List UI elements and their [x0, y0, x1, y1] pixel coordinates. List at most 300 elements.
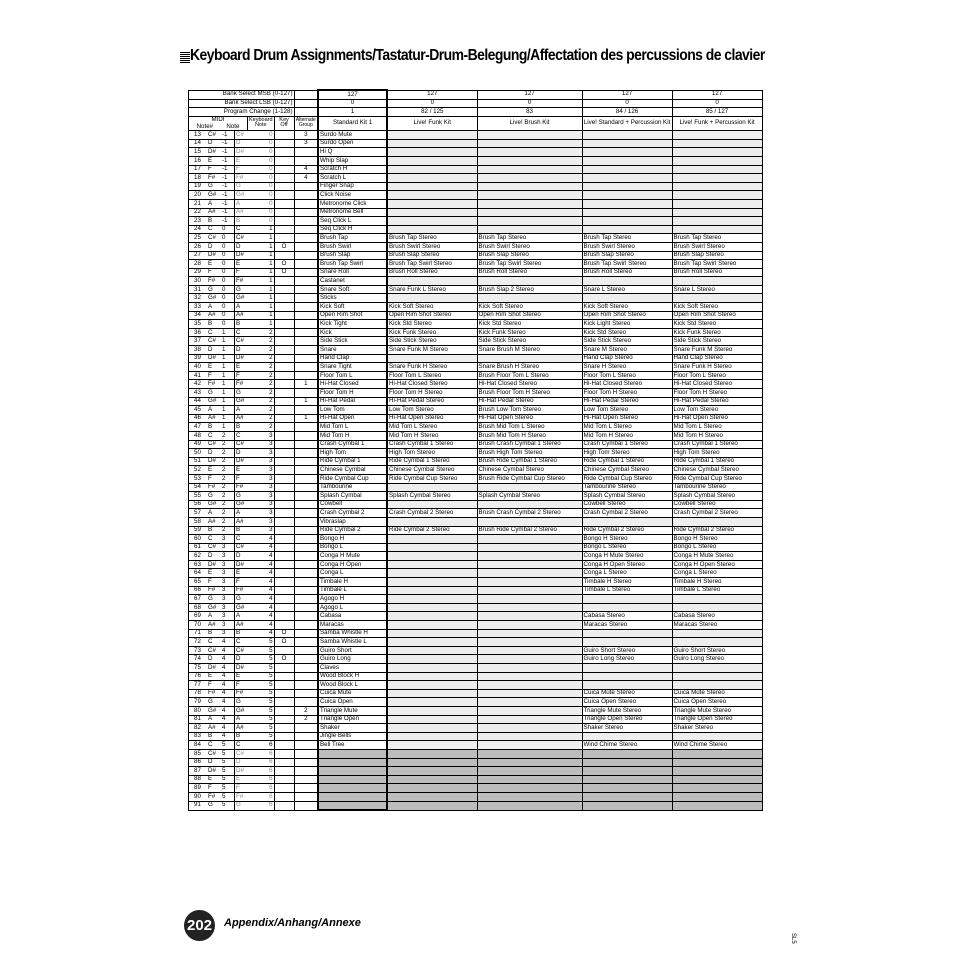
alternate-group-cell — [294, 500, 318, 509]
funk-perc-kit-cell: Bongo H Stereo — [672, 535, 762, 544]
table-row — [189, 242, 763, 251]
table-row — [189, 440, 763, 449]
keyboard-note-name-cell: G — [235, 801, 248, 810]
standard-kit-cell: Ride Cymbal 1 — [318, 457, 387, 466]
funk-perc-kit-cell: Kick Soft Stereo — [672, 303, 762, 312]
table-row — [189, 139, 763, 148]
keyboard-note-octave-cell: 5 — [248, 715, 275, 724]
keyboard-note-octave-cell: 2 — [248, 423, 275, 432]
note-name-cell: F# — [207, 380, 221, 389]
program-change-value: 82 / 125 — [387, 108, 477, 117]
funk-kit-cell — [387, 182, 477, 191]
funk-perc-kit-cell — [672, 595, 762, 604]
standard-kit-cell: Finger Snap — [318, 182, 387, 191]
note-octave-cell: 2 — [221, 517, 235, 526]
funk-perc-kit-cell — [672, 784, 762, 793]
note-name-cell: A — [207, 612, 221, 621]
alternate-group-cell — [294, 251, 318, 260]
standard-kit-cell: Conga L — [318, 569, 387, 578]
brush-kit-cell: Brush Slap 2 Stereo — [477, 285, 582, 294]
standard-kit-cell: Cuica Open — [318, 698, 387, 707]
standard-kit-cell: Shaker — [318, 724, 387, 733]
standard-perc-kit-cell: High Tom Stereo — [582, 449, 672, 458]
table-row — [189, 165, 763, 174]
standard-perc-kit-cell: Hi-Hat Pedal Stereo — [582, 397, 672, 406]
note-number-cell: 32 — [189, 294, 207, 303]
table-row — [189, 603, 763, 612]
brush-kit-cell — [477, 664, 582, 673]
note-name-cell: G# — [207, 706, 221, 715]
keyboard-note-octave-cell: 4 — [248, 543, 275, 552]
standard-kit-cell: Timbale L — [318, 586, 387, 595]
standard-kit-cell: Brush Tap — [318, 234, 387, 243]
alternate-group-cell — [294, 371, 318, 380]
standard-kit-cell: Triangle Open — [318, 715, 387, 724]
funk-perc-kit-cell: Snare Funk M Stereo — [672, 346, 762, 355]
funk-kit-cell — [387, 749, 477, 758]
note-name-cell: D — [207, 655, 221, 664]
funk-kit-cell — [387, 621, 477, 630]
funk-kit-cell: Brush Slap Stereo — [387, 251, 477, 260]
brush-kit-cell: Hi-Hat Closed Stereo — [477, 380, 582, 389]
key-off-cell — [274, 346, 294, 355]
standard-perc-kit-cell — [582, 758, 672, 767]
funk-perc-kit-cell: Timbale L Stereo — [672, 586, 762, 595]
table-row — [189, 148, 763, 157]
alternate-group-cell: 1 — [294, 380, 318, 389]
keyboard-note-name-cell: C# — [235, 646, 248, 655]
standard-kit-cell: Hi-Hat Closed — [318, 380, 387, 389]
funk-kit-cell — [387, 603, 477, 612]
brush-kit-cell — [477, 758, 582, 767]
table-row — [189, 569, 763, 578]
alternate-group-cell — [294, 775, 318, 784]
alternate-group-cell — [294, 440, 318, 449]
program-change-value: 84 / 126 — [582, 108, 672, 117]
standard-perc-kit-cell: Ride Cymbal Cup Stereo — [582, 474, 672, 483]
note-octave-cell: 3 — [221, 552, 235, 561]
brush-kit-cell: Brush Ride Cymbal 2 Stereo — [477, 526, 582, 535]
keyboard-note-octave-cell: 0 — [248, 217, 275, 226]
standard-kit-cell: Bongo L — [318, 543, 387, 552]
brush-kit-cell: Brush Tap Swirl Stereo — [477, 260, 582, 269]
note-number-cell: 85 — [189, 749, 207, 758]
brush-kit-cell — [477, 784, 582, 793]
key-off-cell — [274, 517, 294, 526]
note-number-cell: 37 — [189, 337, 207, 346]
key-off-cell — [274, 294, 294, 303]
brush-kit-cell — [477, 354, 582, 363]
standard-perc-kit-cell — [582, 603, 672, 612]
brush-kit-cell — [477, 500, 582, 509]
standard-kit-cell: Snare — [318, 346, 387, 355]
standard-perc-kit-cell: Wind Chime Stereo — [582, 741, 672, 750]
note-octave-cell: -1 — [221, 182, 235, 191]
note-number-cell: 88 — [189, 775, 207, 784]
table-row — [189, 784, 763, 793]
note-octave-cell: 1 — [221, 354, 235, 363]
note-number-cell: 52 — [189, 466, 207, 475]
key-off-cell — [274, 148, 294, 157]
funk-kit-cell — [387, 638, 477, 647]
keyboard-note-name-cell: F — [235, 268, 248, 277]
key-off-cell — [274, 225, 294, 234]
funk-perc-kit-cell: Brush Tap Stereo — [672, 234, 762, 243]
keyboard-note-name-cell: D — [235, 758, 248, 767]
funk-perc-kit-cell: Brush Slap Stereo — [672, 251, 762, 260]
alternate-group-cell — [294, 689, 318, 698]
alternate-group-header: Alternate Group — [294, 116, 318, 130]
funk-perc-kit-cell — [672, 767, 762, 776]
standard-kit-cell: Wood Block L — [318, 681, 387, 690]
table-row — [189, 397, 763, 406]
funk-kit-cell — [387, 148, 477, 157]
note-name-cell: C — [207, 741, 221, 750]
key-off-cell — [274, 406, 294, 415]
standard-perc-kit-cell — [582, 767, 672, 776]
funk-kit-cell — [387, 689, 477, 698]
note-number-cell: 43 — [189, 389, 207, 398]
key-off-cell — [274, 664, 294, 673]
note-name-cell: A# — [207, 311, 221, 320]
key-off-cell — [274, 526, 294, 535]
note-number-cell: 41 — [189, 371, 207, 380]
keyboard-note-octave-cell: 1 — [248, 311, 275, 320]
note-octave-cell: 2 — [221, 492, 235, 501]
standard-perc-kit-cell: Conga L Stereo — [582, 569, 672, 578]
note-number-cell: 73 — [189, 646, 207, 655]
note-name-cell: G# — [207, 603, 221, 612]
funk-perc-kit-cell: Splash Cymbal Stereo — [672, 492, 762, 501]
brush-kit-cell: Side Stick Stereo — [477, 337, 582, 346]
standard-kit-cell: Agogo L — [318, 603, 387, 612]
funk-kit-cell: Brush Roll Stereo — [387, 268, 477, 277]
standard-kit-cell: Conga H Open — [318, 560, 387, 569]
keyboard-note-name-cell: E — [235, 466, 248, 475]
table-row — [189, 303, 763, 312]
note-number-cell: 47 — [189, 423, 207, 432]
keyboard-note-octave-cell: 6 — [248, 775, 275, 784]
alternate-group-cell — [294, 646, 318, 655]
keyboard-note-name-cell: G — [235, 285, 248, 294]
table-row — [189, 767, 763, 776]
table-row — [189, 474, 763, 483]
table-row — [189, 526, 763, 535]
keyboard-note-name-cell: B — [235, 526, 248, 535]
keyboard-note-octave-cell: 4 — [248, 629, 275, 638]
standard-perc-kit-cell: Snare M Stereo — [582, 346, 672, 355]
alternate-group-cell — [294, 732, 318, 741]
note-number-cell: 74 — [189, 655, 207, 664]
brush-kit-cell — [477, 595, 582, 604]
funk-kit-cell — [387, 165, 477, 174]
note-name-cell: E — [207, 156, 221, 165]
table-row — [189, 423, 763, 432]
standard-perc-kit-cell: Side Stick Stereo — [582, 337, 672, 346]
brush-kit-cell — [477, 148, 582, 157]
note-name-cell: G# — [207, 500, 221, 509]
keyboard-note-octave-cell: 2 — [248, 346, 275, 355]
alternate-group-cell — [294, 311, 318, 320]
standard-perc-kit-cell: Brush Slap Stereo — [582, 251, 672, 260]
alternate-group-cell — [294, 698, 318, 707]
standard-perc-kit-cell — [582, 182, 672, 191]
funk-perc-kit-cell — [672, 294, 762, 303]
note-number-cell: 69 — [189, 612, 207, 621]
standard-kit-cell: Side Stick — [318, 337, 387, 346]
page-code: SL5 — [790, 933, 796, 944]
standard-kit-cell: Mid Tom H — [318, 431, 387, 440]
standard-kit-cell — [318, 767, 387, 776]
note-number-cell: 56 — [189, 500, 207, 509]
standard-kit-cell: Conga H Mute — [318, 552, 387, 561]
keyboard-note-octave-cell: 5 — [248, 672, 275, 681]
note-octave-cell: -1 — [221, 156, 235, 165]
funk-kit-cell: Low Tom Stereo — [387, 406, 477, 415]
standard-perc-kit-cell — [582, 732, 672, 741]
table-row — [189, 466, 763, 475]
key-off-cell — [274, 758, 294, 767]
funk-kit-cell — [387, 277, 477, 286]
table-row — [189, 337, 763, 346]
table-row — [189, 277, 763, 286]
note-name-cell: A# — [207, 621, 221, 630]
note-name-cell: F — [207, 681, 221, 690]
funk-perc-kit-cell: Snare Funk H Stereo — [672, 363, 762, 372]
keyboard-note-octave-cell: 5 — [248, 698, 275, 707]
note-octave-cell: 0 — [221, 268, 235, 277]
table-row — [189, 406, 763, 415]
brush-kit-cell — [477, 578, 582, 587]
note-number-cell: 90 — [189, 792, 207, 801]
note-octave-cell: 4 — [221, 672, 235, 681]
keyboard-note-name-cell: C — [235, 328, 248, 337]
note-number-cell: 64 — [189, 569, 207, 578]
keyboard-note-name-cell: F# — [235, 689, 248, 698]
brush-kit-cell — [477, 552, 582, 561]
standard-perc-kit-cell — [582, 174, 672, 183]
note-name-cell: G — [207, 182, 221, 191]
note-octave-cell: 0 — [221, 294, 235, 303]
note-octave-cell: 2 — [221, 509, 235, 518]
note-number-label: Note# — [196, 122, 214, 130]
brush-kit-cell: Snare Brush M Stereo — [477, 346, 582, 355]
table-row — [189, 328, 763, 337]
note-octave-cell: 0 — [221, 285, 235, 294]
funk-kit-cell — [387, 208, 477, 217]
key-off-cell — [274, 612, 294, 621]
note-octave-cell: 0 — [221, 242, 235, 251]
table-row — [189, 492, 763, 501]
note-name-cell: G — [207, 492, 221, 501]
note-name-cell: G — [207, 389, 221, 398]
note-name-cell: E — [207, 363, 221, 372]
alternate-group-cell — [294, 543, 318, 552]
standard-perc-kit-cell: Brush Tap Stereo — [582, 234, 672, 243]
funk-perc-kit-cell — [672, 148, 762, 157]
note-octave-cell: -1 — [221, 174, 235, 183]
keyboard-note-octave-cell: 0 — [248, 208, 275, 217]
brush-kit-cell — [477, 698, 582, 707]
brush-kit-cell: Open Rim Shot Stereo — [477, 311, 582, 320]
keyboard-note-octave-cell: 1 — [248, 260, 275, 269]
table-row — [189, 320, 763, 329]
note-number-cell: 48 — [189, 431, 207, 440]
keyboard-note-name-cell: C# — [235, 131, 248, 140]
note-name-cell: G — [207, 698, 221, 707]
keyboard-note-name-cell: F# — [235, 792, 248, 801]
program-change-row — [189, 108, 763, 117]
keyboard-note-octave-cell: 3 — [248, 440, 275, 449]
standard-kit-cell: Agogo H — [318, 595, 387, 604]
brush-kit-cell — [477, 517, 582, 526]
key-off-cell — [274, 749, 294, 758]
standard-perc-kit-cell: Brush Swirl Stereo — [582, 242, 672, 251]
key-off-cell — [274, 234, 294, 243]
alternate-group-cell — [294, 749, 318, 758]
note-number-cell: 62 — [189, 552, 207, 561]
note-number-cell: 27 — [189, 251, 207, 260]
keyboard-note-name-cell: F# — [235, 174, 248, 183]
standard-perc-kit-cell — [582, 139, 672, 148]
note-name-cell: F — [207, 165, 221, 174]
standard-kit-cell: Brush Swirl — [318, 242, 387, 251]
program-change-value: 85 / 127 — [672, 108, 762, 117]
keyboard-note-octave-cell: 3 — [248, 474, 275, 483]
note-name-cell: C — [207, 638, 221, 647]
standard-perc-kit-cell — [582, 191, 672, 200]
keyboard-note-octave-cell: 2 — [248, 363, 275, 372]
key-off-cell — [274, 311, 294, 320]
standard-perc-kit-cell: Hand Clap Stereo — [582, 354, 672, 363]
standard-perc-kit-cell — [582, 165, 672, 174]
note-name-cell: D — [207, 346, 221, 355]
keyboard-note-name-cell: F — [235, 681, 248, 690]
key-off-cell — [274, 139, 294, 148]
funk-kit-cell — [387, 612, 477, 621]
alternate-group-cell — [294, 217, 318, 226]
standard-kit-cell: Crash Cymbal 2 — [318, 509, 387, 518]
keyboard-note-octave-cell: 0 — [248, 182, 275, 191]
key-off-cell — [274, 586, 294, 595]
note-number-cell: 79 — [189, 698, 207, 707]
note-octave-cell: -1 — [221, 217, 235, 226]
note-octave-cell: 3 — [221, 629, 235, 638]
note-name-cell: A# — [207, 414, 221, 423]
standard-kit-cell — [318, 758, 387, 767]
keyboard-note-name-cell: F — [235, 474, 248, 483]
alternate-group-cell — [294, 328, 318, 337]
funk-perc-kit-cell: Guiro Short Stereo — [672, 646, 762, 655]
midi-label: MIDI — [211, 116, 225, 123]
keyboard-note-name-cell: E — [235, 363, 248, 372]
key-off-cell — [274, 156, 294, 165]
keyboard-note-name-cell: F — [235, 165, 248, 174]
note-number-cell: 17 — [189, 165, 207, 174]
note-octave-cell: 2 — [221, 500, 235, 509]
alternate-group-cell — [294, 612, 318, 621]
note-number-cell: 15 — [189, 148, 207, 157]
standard-kit-cell: Triangle Mute — [318, 706, 387, 715]
funk-kit-cell: Hi-Hat Pedal Stereo — [387, 397, 477, 406]
note-octave-cell: 1 — [221, 363, 235, 372]
brush-kit-cell: Brush Roll Stereo — [477, 268, 582, 277]
funk-perc-kit-cell — [672, 749, 762, 758]
keyboard-note-octave-cell: 0 — [248, 131, 275, 140]
table-row — [189, 389, 763, 398]
note-number-cell: 72 — [189, 638, 207, 647]
keyboard-note-name-cell: F# — [235, 277, 248, 286]
key-off-cell — [274, 371, 294, 380]
table-row — [189, 225, 763, 234]
note-number-cell: 38 — [189, 346, 207, 355]
table-row — [189, 371, 763, 380]
funk-kit-cell — [387, 543, 477, 552]
funk-perc-kit-cell: Ride Cymbal Cup Stereo — [672, 474, 762, 483]
funk-kit-cell: Snare Funk L Stereo — [387, 285, 477, 294]
alternate-group-cell — [294, 148, 318, 157]
alternate-group-cell — [294, 586, 318, 595]
standard-perc-kit-cell: Floor Tom H Stereo — [582, 389, 672, 398]
table-row — [189, 732, 763, 741]
funk-perc-kit-cell: Guiro Long Stereo — [672, 655, 762, 664]
keyboard-note-name-cell: F# — [235, 483, 248, 492]
section-label: Appendix/Anhang/Annexe — [224, 917, 361, 929]
brush-kit-cell — [477, 131, 582, 140]
funk-kit-cell: Open Rim Shot Stereo — [387, 311, 477, 320]
note-octave-cell: -1 — [221, 199, 235, 208]
key-off-cell — [274, 440, 294, 449]
keyboard-note-name-cell: E — [235, 260, 248, 269]
keyboard-note-octave-cell: 0 — [248, 199, 275, 208]
keyboard-note-octave-cell: 0 — [248, 148, 275, 157]
table-row — [189, 655, 763, 664]
key-off-cell — [274, 698, 294, 707]
key-off-cell — [274, 354, 294, 363]
note-octave-cell: 5 — [221, 741, 235, 750]
funk-kit-cell: Mid Tom H Stereo — [387, 431, 477, 440]
table-row — [189, 457, 763, 466]
funk-perc-kit-cell: Triangle Mute Stereo — [672, 706, 762, 715]
funk-perc-kit-cell: Floor Tom H Stereo — [672, 389, 762, 398]
standard-perc-kit-cell: Crash Cymbal 2 Stereo — [582, 509, 672, 518]
standard-kit-cell: Surdo Open — [318, 139, 387, 148]
note-number-cell: 61 — [189, 543, 207, 552]
funk-kit-cell — [387, 586, 477, 595]
drum-assignment-table — [188, 89, 763, 811]
standard-kit-cell: Open Rim Shot — [318, 311, 387, 320]
table-row — [189, 354, 763, 363]
table-body — [189, 90, 763, 810]
standard-perc-kit-cell: Tambourine Stereo — [582, 483, 672, 492]
note-name-cell: E — [207, 466, 221, 475]
alternate-group-cell — [294, 664, 318, 673]
brush-kit-cell — [477, 174, 582, 183]
key-off-cell — [274, 801, 294, 810]
standard-kit-cell: Maracas — [318, 621, 387, 630]
key-off-cell: O — [274, 638, 294, 647]
keyboard-note-name-cell: C — [235, 535, 248, 544]
funk-kit-cell — [387, 225, 477, 234]
alternate-group-cell — [294, 156, 318, 165]
keyboard-note-octave-cell: 3 — [248, 492, 275, 501]
standard-kit-cell: Floor Tom H — [318, 389, 387, 398]
table-row — [189, 706, 763, 715]
standard-perc-kit-cell — [582, 148, 672, 157]
standard-perc-kit-cell: Conga H Open Stereo — [582, 560, 672, 569]
keyboard-note-octave-cell: 0 — [248, 191, 275, 200]
table-row — [189, 621, 763, 630]
